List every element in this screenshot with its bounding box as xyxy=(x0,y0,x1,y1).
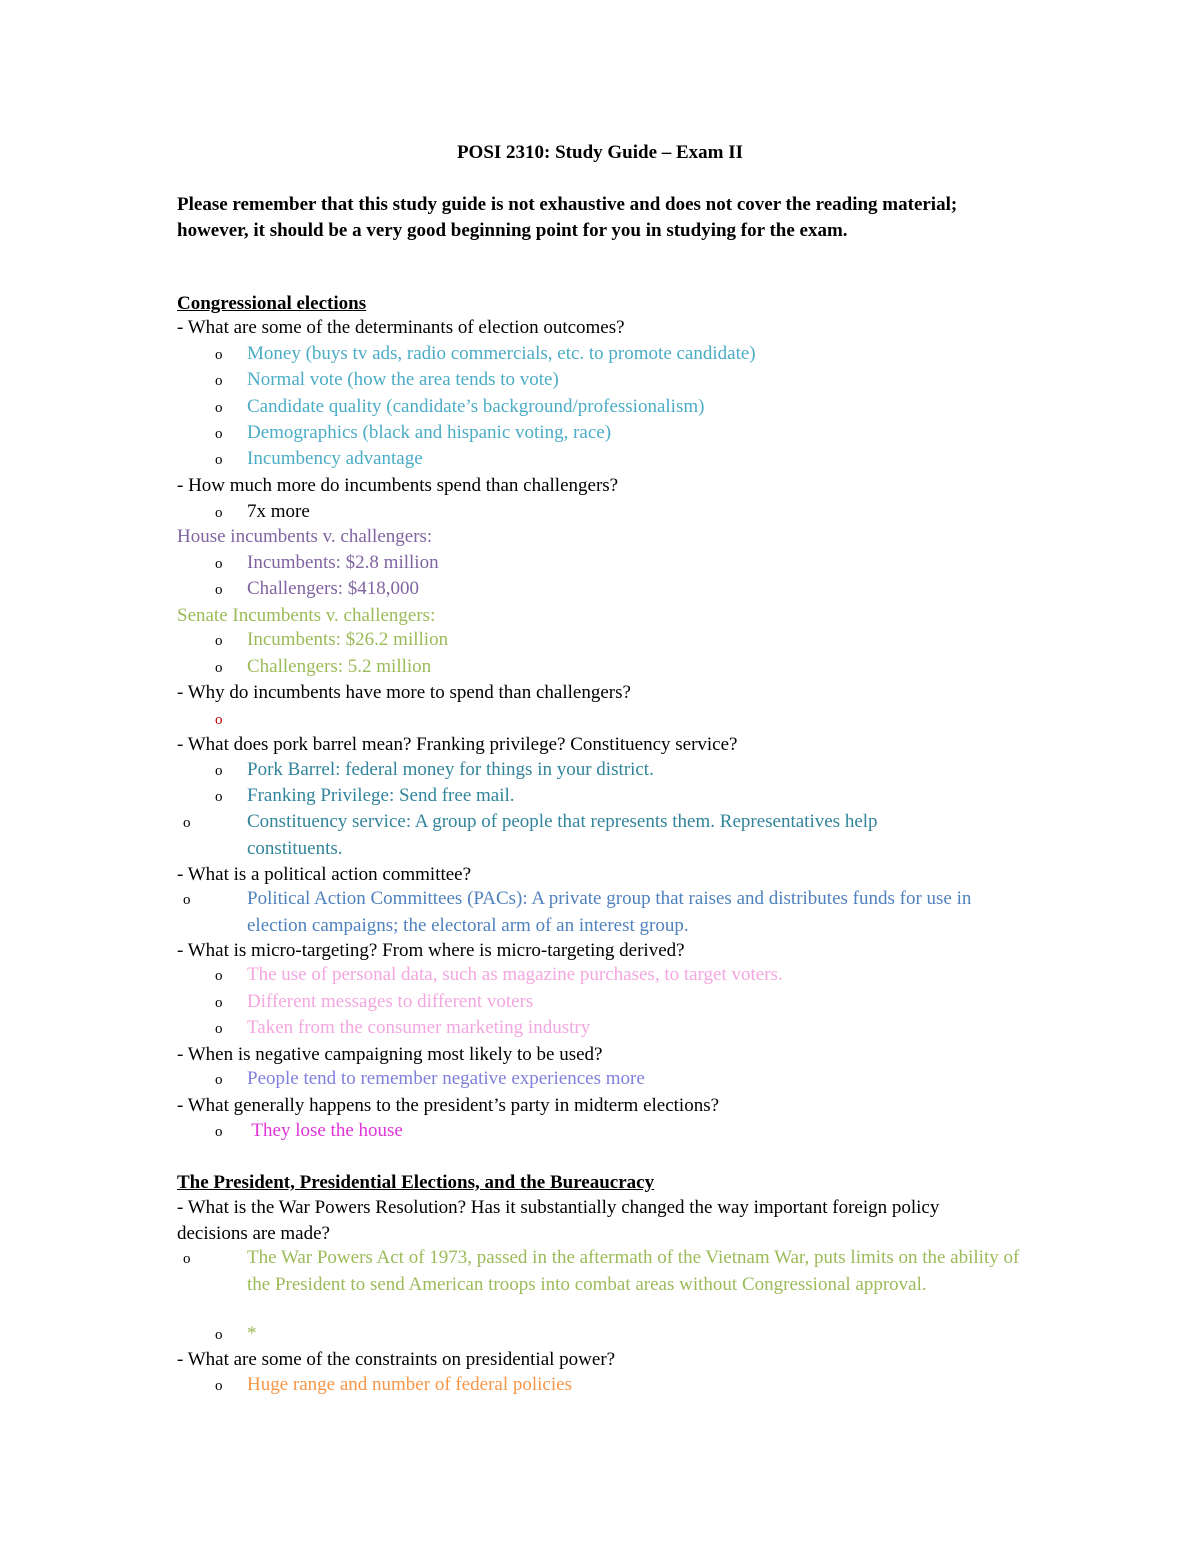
bullet-icon: o xyxy=(215,789,223,805)
bullet-icon: o xyxy=(183,892,191,908)
bullet-icon: o xyxy=(215,505,223,521)
answer-item: o Different messages to different voters xyxy=(215,989,533,1016)
answer-item: o Incumbents: $2.8 million xyxy=(215,550,439,577)
bullet-icon: o xyxy=(215,633,223,649)
question-spending: - How much more do incumbents spend than challengers? xyxy=(177,475,619,496)
answer-item: o Challengers: 5.2 million xyxy=(215,654,431,681)
question-negative-campaigning: - When is negative campaigning most likely to be used? xyxy=(177,1044,603,1065)
bullet-icon: o xyxy=(215,995,223,1011)
document-title: POSI 2310: Study Guide – Exam II xyxy=(456,142,744,163)
bullet-icon: o xyxy=(215,347,223,363)
senate-label: Senate Incumbents v. challengers: xyxy=(177,605,436,626)
bullet-icon: o xyxy=(183,815,191,831)
bullet-icon: o xyxy=(215,1327,223,1343)
question-pac: - What is a political action committee? xyxy=(177,864,472,885)
answer-item: o Taken from the consumer marketing industry xyxy=(215,1015,590,1042)
answer-item: o 7x more xyxy=(215,499,310,526)
intro-paragraph: Please remember that this study guide is not exhaustive and does not cover the reading material; however, it should be a very good beginning point for you in studying for the exam. xyxy=(177,194,958,241)
question-war-powers: - What is the War Powers Resolution? Has it substantially changed the way important foreign policy decisions are made? xyxy=(177,1197,940,1244)
answer-item: o Money (buys tv ads, radio commercials, etc. to promote candidate) xyxy=(215,341,756,368)
answer-item: o * xyxy=(215,1321,257,1348)
question-determinants: - What are some of the determinants of election outcomes? xyxy=(177,317,625,338)
answer-item: o Franking Privilege: Send free mail. xyxy=(215,783,515,810)
question-midterm: - What generally happens to the president’s party in midterm elections? xyxy=(177,1095,720,1116)
answer-item: o Candidate quality (candidate’s background/professionalism) xyxy=(215,394,704,421)
bullet-icon: o xyxy=(215,1378,223,1394)
answer-item: o Political Action Committees (PACs): A private group that raises and distributes funds for use in election campaigns; the electoral arm of an interest group. xyxy=(183,888,972,936)
bullet-icon: o xyxy=(215,426,223,442)
answer-item: o Challengers: $418,000 xyxy=(215,576,419,603)
answer-item: o Normal vote (how the area tends to vote) xyxy=(215,367,559,394)
bullet-icon: o xyxy=(215,373,223,389)
bullet-icon: o xyxy=(215,452,223,468)
bullet-icon: o xyxy=(215,1072,223,1088)
answer-item: o Incumbents: $26.2 million xyxy=(215,627,448,654)
section-heading-congressional-elections: Congressional elections xyxy=(177,293,367,314)
bullet-icon: o xyxy=(215,712,223,728)
answer-item-empty xyxy=(215,706,247,733)
house-label: House incumbents v. challengers: xyxy=(177,526,433,547)
answer-item: o Demographics (black and hispanic voting, race) xyxy=(215,420,611,447)
bullet-icon: o xyxy=(183,1251,191,1267)
answer-item: o Incumbency advantage xyxy=(215,446,423,473)
section-heading-president: The President, Presidential Elections, and the Bureaucracy xyxy=(177,1172,655,1193)
bullet-icon: o xyxy=(215,1124,223,1140)
answer-item: o The use of personal data, such as magazine purchases, to target voters. xyxy=(215,962,783,989)
bullet-icon: o xyxy=(215,556,223,572)
question-why-spend: - Why do incumbents have more to spend than challengers? xyxy=(177,682,631,703)
bullet-icon: o xyxy=(215,968,223,984)
bullet-icon: o xyxy=(215,660,223,676)
answer-item: o Constituency service: A group of people that represents them. Representatives help constituents. xyxy=(183,811,878,859)
bullet-icon: o xyxy=(215,1021,223,1037)
answer-item: o Pork Barrel: federal money for things in your district. xyxy=(215,757,654,784)
answer-item: o The War Powers Act of 1973, passed in the aftermath of the Vietnam War, puts limits on the ability of the President to send American troops into combat areas without Congressional approval. xyxy=(183,1247,1020,1295)
answer-item: o Huge range and number of federal policies xyxy=(215,1372,572,1399)
question-constraints: - What are some of the constraints on presidential power? xyxy=(177,1349,616,1370)
question-micro-targeting: - What is micro-targeting? From where is micro-targeting derived? xyxy=(177,940,685,961)
question-pork-barrel: - What does pork barrel mean? Franking privilege? Constituency service? xyxy=(177,734,738,755)
answer-item: o People tend to remember negative experiences more xyxy=(215,1066,645,1093)
answer-item: o They lose the house xyxy=(215,1118,403,1145)
bullet-icon: o xyxy=(215,582,223,598)
bullet-icon: o xyxy=(215,400,223,416)
bullet-icon: o xyxy=(215,763,223,779)
